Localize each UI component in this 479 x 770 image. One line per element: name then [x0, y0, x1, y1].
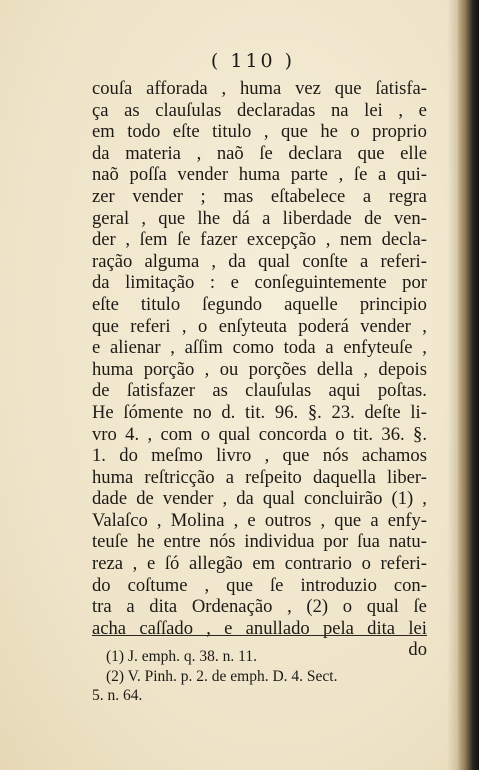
- word: enſyteuta: [218, 315, 287, 337]
- word: (2): [306, 596, 329, 618]
- word: ração: [92, 250, 133, 272]
- word: achamos: [361, 445, 427, 467]
- word: ſómente: [123, 401, 184, 423]
- word: conſeguintemente: [254, 272, 387, 294]
- word: caſſado: [139, 617, 193, 639]
- word: liber-: [387, 466, 427, 488]
- word: referi-: [380, 553, 427, 575]
- word: e: [224, 617, 233, 639]
- word: ,: [170, 337, 175, 359]
- word: nós: [322, 445, 349, 467]
- word: ſegundo: [202, 293, 263, 315]
- word: reſtricção: [144, 466, 215, 488]
- text-line: [92, 380, 427, 402]
- word: poſſa: [129, 164, 167, 186]
- word: o: [350, 121, 360, 143]
- word: ſe: [413, 596, 427, 618]
- word: mas: [223, 185, 254, 207]
- word: lei: [408, 617, 427, 639]
- word: materia: [125, 142, 181, 164]
- word: con-: [393, 574, 427, 596]
- word: referi-: [380, 250, 427, 272]
- word: eſtabelece: [270, 185, 346, 207]
- word: liberdade: [282, 207, 352, 229]
- text-line: [92, 553, 427, 575]
- word: referi: [130, 315, 171, 337]
- word: ,: [263, 121, 269, 143]
- word: que: [226, 574, 254, 596]
- word: couſa: [92, 78, 133, 99]
- word: qual: [262, 488, 295, 510]
- word: ſe: [270, 574, 284, 596]
- text-line: [92, 510, 427, 532]
- text-line: [92, 121, 427, 143]
- text-line: [92, 294, 427, 316]
- word: regra: [388, 185, 427, 207]
- word: meſmo: [151, 445, 203, 467]
- text-line: [92, 100, 427, 122]
- footnote-continuation: 5. n. 64.: [92, 687, 143, 704]
- word: poſtas.: [377, 380, 427, 402]
- word: principio: [359, 293, 427, 315]
- word: de: [364, 207, 382, 229]
- word: por: [402, 272, 427, 294]
- text-line: [92, 208, 427, 230]
- word: o: [335, 423, 345, 445]
- word: ça: [92, 99, 109, 121]
- text-line: [92, 229, 427, 251]
- word: qual: [218, 423, 251, 445]
- word: da: [228, 250, 246, 272]
- word: §.: [307, 401, 322, 423]
- word: vender: [132, 185, 183, 207]
- word: a: [262, 207, 271, 229]
- word: vro: [92, 423, 117, 445]
- word: tit.: [245, 401, 266, 423]
- word: coſtume: [127, 574, 188, 596]
- word: eſte: [172, 121, 200, 143]
- word: e: [92, 337, 101, 359]
- word: geral: [92, 207, 130, 229]
- footnote-rule: [92, 635, 427, 636]
- word: ,: [156, 509, 162, 531]
- text-line: [92, 272, 427, 294]
- word: decla-: [381, 229, 427, 251]
- word: e: [146, 553, 156, 575]
- word: pela: [322, 617, 354, 639]
- word: vender: [177, 164, 229, 186]
- word: ,: [221, 78, 227, 99]
- word: ,: [141, 207, 147, 229]
- word: anullado: [245, 617, 310, 639]
- text-line: [92, 164, 427, 186]
- word: ſem: [139, 229, 168, 251]
- word: porção: [143, 358, 195, 380]
- word: 23.: [331, 401, 355, 423]
- word: livro: [216, 445, 252, 467]
- word: eſte: [92, 293, 119, 315]
- word: ſó: [164, 553, 180, 575]
- word: declaradas: [236, 99, 316, 121]
- word: a: [325, 337, 334, 359]
- word: ,: [422, 315, 427, 337]
- word: ſua: [357, 531, 380, 553]
- word: ſe: [259, 142, 273, 164]
- word: no: [193, 401, 212, 423]
- word: de: [92, 380, 110, 402]
- word: elle: [400, 142, 427, 164]
- text-line: [92, 445, 427, 467]
- word: he: [320, 121, 338, 143]
- word: huma: [92, 358, 134, 380]
- word: ,: [338, 164, 344, 186]
- word: entre: [163, 531, 201, 553]
- word: ſe: [353, 164, 368, 186]
- word: as: [124, 99, 140, 121]
- word: natu-: [388, 531, 427, 553]
- word: da: [92, 142, 110, 164]
- word: aqui: [328, 380, 361, 402]
- word: della: [316, 358, 353, 380]
- word: alguma: [144, 250, 200, 272]
- word: que: [334, 78, 362, 99]
- word: reſpeito: [245, 466, 302, 488]
- word: em: [92, 121, 115, 143]
- word: dita: [367, 617, 396, 639]
- word: zer: [92, 185, 115, 207]
- word: que: [282, 445, 310, 467]
- word: do: [119, 445, 138, 467]
- word: lhe: [197, 207, 221, 229]
- word: ,: [264, 445, 270, 467]
- word: allegão: [189, 553, 243, 575]
- word: deſte: [364, 401, 401, 423]
- text-line: [92, 575, 427, 597]
- word: Molina: [170, 509, 225, 531]
- word: aſſim: [184, 337, 223, 359]
- word: ſatisfazer: [126, 380, 196, 402]
- word: reza: [92, 553, 123, 575]
- word: concluirão: [303, 488, 383, 510]
- word: d.: [221, 401, 236, 423]
- word: individua: [244, 531, 315, 553]
- word: ou: [219, 358, 239, 380]
- word: introduzio: [300, 574, 377, 596]
- word: toda: [283, 337, 316, 359]
- word: He: [92, 401, 114, 423]
- word: ;: [200, 185, 206, 207]
- word: ,: [147, 423, 153, 445]
- word: ,: [422, 488, 427, 510]
- word: e: [247, 509, 256, 531]
- word: do: [92, 574, 111, 596]
- text-line: [92, 467, 427, 489]
- word: todo: [127, 121, 161, 143]
- word: que: [280, 121, 308, 143]
- word: qui-: [396, 164, 427, 186]
- word: 4.: [125, 423, 140, 445]
- word: o: [342, 596, 353, 618]
- word: naõ: [216, 142, 244, 164]
- word: ,: [204, 358, 210, 380]
- text-line: [92, 251, 427, 273]
- word: teuſe: [92, 531, 129, 553]
- text-line: [92, 337, 427, 359]
- footnote: (1) J. emph. q. 38. n. 11.: [106, 648, 257, 665]
- footnotes: [92, 647, 427, 706]
- word: ,: [206, 617, 211, 639]
- word: lei: [364, 99, 383, 121]
- word: daquella: [312, 466, 376, 488]
- word: ,: [325, 229, 331, 251]
- text-line: [92, 531, 427, 553]
- word: enfy-: [387, 509, 427, 531]
- word: tit.: [352, 423, 374, 445]
- word: naõ: [92, 164, 119, 186]
- word: concorda: [258, 423, 327, 445]
- catchword-text: do: [408, 639, 427, 661]
- word: 36.: [381, 423, 405, 445]
- word: titulo: [140, 293, 181, 315]
- word: a: [126, 596, 135, 618]
- word: vender: [360, 315, 411, 337]
- word: vender: [162, 488, 214, 510]
- word: com: [160, 423, 193, 445]
- text-line: [92, 402, 427, 424]
- text-line: [92, 359, 427, 381]
- word: ,: [398, 99, 404, 121]
- text-line: [92, 618, 427, 640]
- word: ,: [422, 337, 427, 359]
- word: Valaſco: [92, 509, 148, 531]
- word: qual: [258, 250, 291, 272]
- word: enfyteuſe: [343, 337, 413, 359]
- word: outros: [264, 509, 312, 531]
- page-number: ( 110 ): [210, 50, 296, 72]
- word: ,: [196, 142, 202, 164]
- text-line: [92, 143, 427, 165]
- word: ,: [233, 509, 239, 531]
- text-line: [92, 424, 427, 446]
- word: o: [361, 553, 371, 575]
- word: qual: [366, 596, 399, 618]
- word: dita: [149, 596, 178, 618]
- word: a: [359, 250, 369, 272]
- word: nós: [209, 531, 236, 553]
- body-text: [92, 78, 427, 661]
- word: de: [136, 488, 154, 510]
- word: ,: [181, 315, 187, 337]
- word: clauſulas: [245, 380, 312, 402]
- word: depois: [378, 358, 427, 380]
- word: (1): [391, 488, 414, 510]
- word: ,: [320, 509, 326, 531]
- word: vez: [295, 78, 321, 99]
- word: ſatisfa-: [375, 78, 427, 99]
- word: ,: [204, 574, 210, 596]
- word: §.: [413, 423, 427, 445]
- word: a: [225, 466, 234, 488]
- text-line: [92, 488, 427, 510]
- word: porções: [248, 358, 307, 380]
- word: ,: [222, 488, 228, 510]
- word: li-: [410, 401, 427, 423]
- word: huma: [92, 466, 134, 488]
- word: proprio: [372, 121, 427, 143]
- text-line: [92, 78, 427, 100]
- word: e: [418, 99, 427, 121]
- word: ſe: [177, 229, 191, 251]
- word: 1.: [92, 445, 106, 467]
- word: Ordenação: [191, 596, 273, 618]
- word: fazer: [200, 229, 238, 251]
- word: que: [334, 509, 362, 531]
- word: titulo: [212, 121, 252, 143]
- word: que: [158, 207, 186, 229]
- word: o: [197, 315, 208, 337]
- word: tra: [92, 596, 112, 618]
- word: acha: [92, 617, 127, 639]
- word: alienar: [109, 337, 161, 359]
- word: huma: [238, 164, 281, 186]
- word: der: [92, 229, 116, 251]
- word: e: [230, 272, 239, 294]
- word: excepção: [246, 229, 317, 251]
- text-line: [92, 316, 427, 338]
- page-edge-shadow: [447, 0, 458, 770]
- text-line: [92, 596, 427, 618]
- word: he: [137, 531, 155, 553]
- word: por: [323, 531, 349, 553]
- word: declara: [288, 142, 343, 164]
- word: que: [92, 315, 119, 337]
- word: a: [370, 509, 379, 531]
- book-spine: [458, 0, 479, 770]
- word: ,: [287, 596, 292, 618]
- text-line: [92, 186, 427, 208]
- word: ,: [132, 553, 138, 575]
- word: ,: [125, 229, 131, 251]
- word: parte: [290, 164, 328, 186]
- word: afforada: [146, 78, 208, 99]
- word: clauſulas: [155, 99, 222, 121]
- word: as: [212, 380, 228, 402]
- word: a: [362, 185, 372, 207]
- word: a: [378, 164, 387, 186]
- word: na: [331, 99, 349, 121]
- word: ven-: [393, 207, 427, 229]
- word: da: [236, 488, 254, 510]
- word: nem: [339, 229, 372, 251]
- word: conſte: [302, 250, 348, 272]
- word: aquelle: [284, 293, 338, 315]
- word: em: [252, 553, 276, 575]
- word: como: [232, 337, 274, 359]
- word: o: [200, 423, 211, 445]
- word: contrario: [284, 553, 352, 575]
- footnote: (2) V. Pinh. p. 2. de emph. D. 4. Sect.: [106, 667, 338, 685]
- word: dá: [232, 207, 250, 229]
- word: dade: [92, 488, 128, 510]
- word: poderá: [298, 315, 349, 337]
- word: huma: [239, 78, 282, 99]
- word: que: [357, 142, 385, 164]
- word: ,: [363, 358, 369, 380]
- word: :: [209, 272, 216, 294]
- word: ,: [211, 250, 217, 272]
- word: 96.: [274, 401, 299, 423]
- word: da: [92, 272, 110, 294]
- word: limitação: [125, 272, 195, 294]
